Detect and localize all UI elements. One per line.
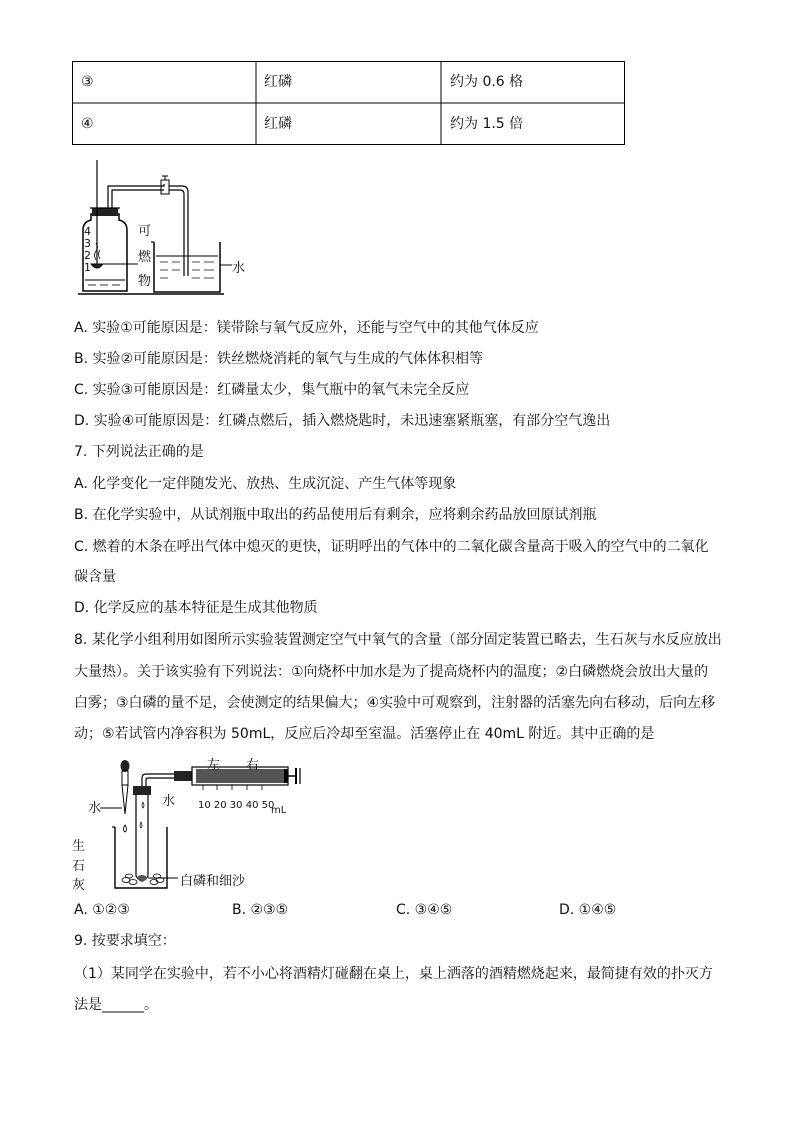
q7-option-c: C. 燃着的木条在呼出气体中熄灭的更快，证明呼出的气体中的二氧化碳含量高于吸入的空气中的二氧化 (74, 539, 709, 555)
q8-option-c: C. ③④⑤ (396, 902, 453, 918)
q8-option-b: B. ②③⑤ (232, 902, 289, 918)
table-row-2-result: 约为 1.5 倍 (450, 116, 524, 132)
label-lime-3: 灰 (72, 878, 86, 893)
table-row-2-reagent: 红磷 (264, 116, 292, 132)
label-lime-2: 石 (72, 859, 86, 874)
q7-option-b: B. 在化学实验中，从试剂瓶中取出的药品使用后有剩余，应将剩余药品放回原试剂瓶 (74, 507, 597, 523)
figure-syringe-apparatus (70, 752, 310, 892)
label-combustible-3: 物 (138, 274, 152, 289)
bottle-scale-1: 1 (84, 261, 91, 274)
label-water: 水 (232, 261, 246, 276)
q8-stem-line-3: 白雾；③白磷的量不足，会使测定的结果偏大；④实验中可观察到，注射器的活塞先向右移动，后向左移 (74, 695, 716, 711)
label-combustible-1: 可 (138, 224, 152, 239)
q8-option-a: A. ①②③ (74, 902, 130, 918)
apparatus-drawing (74, 158, 254, 298)
table-row-1-result: 约为 0.6 格 (450, 74, 524, 90)
bottle-scale-2: 2 (84, 249, 91, 262)
table-row-1-reagent: 红磷 (264, 74, 292, 90)
syringe-unit: mL (271, 805, 287, 816)
q9-part1-line-2: 法是______。 (74, 997, 158, 1013)
q8-stem-line-4: 动；⑤若试管内净容积为 50mL，反应后冷却至室温。活塞停止在 40mL 附近。其中正确的是 (74, 726, 655, 742)
q9-part1-line-1: （1）某同学在实验中，若不小心将酒精灯碰翻在桌上，桌上洒落的酒精燃烧起来，最简捷有效的扑灭方 (74, 966, 713, 982)
table-row-2-no: ④ (81, 116, 94, 132)
table-grid (72, 61, 625, 145)
result-table (72, 61, 625, 145)
label-right: 右 (246, 758, 260, 773)
figure-oxygen-apparatus (74, 158, 254, 298)
q7-option-c-cont: 碳含量 (74, 569, 116, 585)
q9-stem: 9. 按要求填空： (74, 933, 176, 949)
q8-option-d: D. ①④⑤ (559, 902, 617, 918)
label-left: 左 (207, 758, 221, 773)
label-water-dropper: 水 (88, 801, 102, 816)
q6-option-b: B. 实验②可能原因是：铁丝燃烧消耗的氧气与生成的气体体积相等 (74, 351, 484, 367)
label-phosphorus: 白磷和细沙 (180, 874, 246, 889)
syringe-scale: 10 20 30 40 50 (198, 800, 275, 811)
table-row-1-no: ③ (81, 74, 94, 90)
q6-option-c: C. 实验③可能原因是：红磷量太少，集气瓶中的氧气未完全反应 (74, 382, 470, 398)
label-lime-1: 生 (72, 839, 86, 854)
label-combustible-2: 燃 (138, 250, 152, 265)
q7-stem: 7. 下列说法正确的是 (74, 444, 204, 460)
q6-option-d: D. 实验④可能原因是：红磷点燃后，插入燃烧匙时，未迅速塞紧瓶塞，有部分空气逸出 (74, 413, 611, 429)
q8-stem-line-1: 8. 某化学小组利用如图所示实验装置测定空气中氧气的含量（部分固定装置已略去，生石灰与水反应放出 (74, 632, 722, 648)
label-water-tube: 水 (162, 794, 176, 809)
bottle-scale-3: 3 (84, 237, 91, 250)
q8-stem-line-2: 大量热）。关于该实验有下列说法：①向烧杯中加水是为了提高烧杯内的温度；②白磷燃烧会放出大量的 (74, 664, 709, 680)
q6-option-a: A. 实验①可能原因是：镁带除与氧气反应外，还能与空气中的其他气体反应 (74, 320, 539, 336)
bottle-scale-4: 4 (84, 225, 91, 238)
q7-option-d: D. 化学反应的基本特征是生成其他物质 (74, 600, 318, 616)
q7-option-a: A. 化学变化一定伴随发光、放热、生成沉淀、产生气体等现象 (74, 476, 457, 492)
